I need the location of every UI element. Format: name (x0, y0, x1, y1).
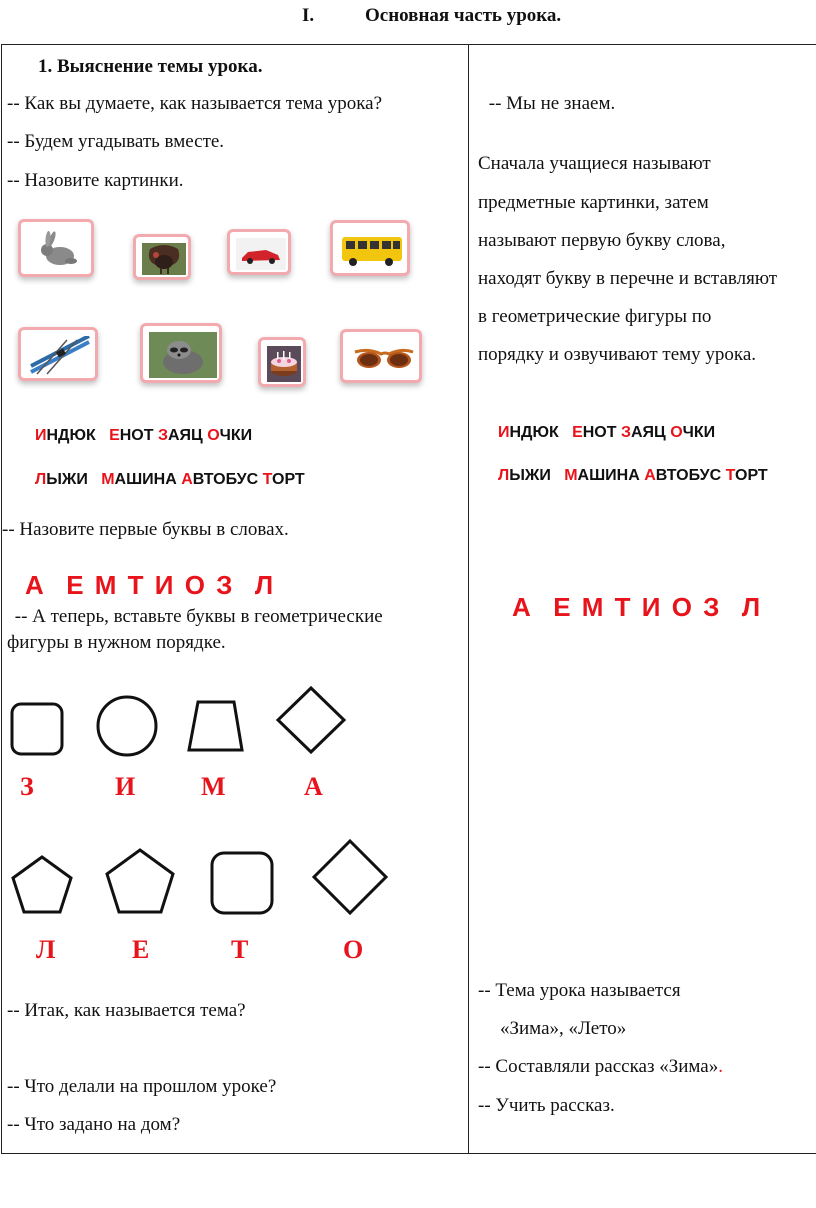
letters-set-left: А Е М Т И О З Л (25, 570, 274, 600)
rounded-square-shape (12, 704, 62, 754)
word-indyuk: ИНДЮК (498, 424, 559, 441)
subheading: 1. Выяснение темы урока. (38, 56, 263, 77)
question-line-3: -- Назовите картинки. (7, 170, 184, 191)
final-question-1: -- Итак, как называется тема? (7, 1000, 246, 1021)
bus-picture (330, 220, 410, 276)
word-tort: ТОРТ (725, 467, 768, 484)
word-avtobus: АВТОБУС (181, 471, 259, 488)
shape-letter-o: О (343, 935, 364, 964)
word-avtobus: АВТОБУС (644, 467, 722, 484)
shape-letter-a: А (304, 772, 323, 801)
insert-prompt-line-1: -- А теперь, вставьте буквы в геометрические (10, 606, 383, 627)
pentagon-shape (107, 850, 173, 912)
section-title: Основная часть урока. (365, 5, 562, 26)
word-list-row-1-right (498, 424, 715, 442)
word-list-row-2 (35, 471, 305, 489)
word-ochki: ОЧКИ (670, 424, 716, 441)
description-line-5: в геометрические фигуры по (478, 306, 712, 327)
word-indyuk: ИНДЮК (35, 427, 96, 444)
word-zayats: ЗАЯЦ (157, 427, 203, 444)
pentagon-shape (13, 857, 71, 912)
word-ochki: ОЧКИ (207, 427, 253, 444)
topic-answer-line-1: -- Тема урока называется (478, 980, 681, 1001)
trapezoid-shape (189, 702, 242, 750)
description-line-4: находят букву в перечне и вставляют (478, 268, 778, 289)
shapes-row-2 (0, 838, 400, 928)
word-lyzhi: ЛЫЖИ (498, 467, 551, 484)
letters-set-right: А Е М Т И О З Л (512, 592, 761, 622)
turkey-picture (133, 234, 191, 280)
glasses-picture (340, 329, 422, 383)
question-line-1: -- Как вы думаете, как называется тема урока? (7, 93, 383, 114)
word-enot: ЕНОТ (109, 427, 154, 444)
shape-letter-m: М (201, 772, 226, 801)
word-tort: ТОРТ (262, 471, 305, 488)
diamond-shape (314, 841, 386, 913)
word-zayats: ЗАЯЦ (620, 424, 666, 441)
homework-answer: -- Учить рассказ. (478, 1095, 615, 1116)
question-line-2: -- Будем угадывать вместе. (7, 131, 225, 152)
word-mashina: МАШИНА (101, 471, 177, 488)
word-lyzhi: ЛЫЖИ (35, 471, 88, 488)
diamond-shape (278, 688, 344, 752)
rounded-square-shape (212, 853, 272, 913)
skis-picture (18, 327, 98, 381)
word-enot: ЕНОТ (572, 424, 617, 441)
shape-letter-l: Л (36, 935, 56, 964)
final-question-2: -- Что делали на прошлом уроке? (7, 1076, 277, 1097)
word-mashina: МАШИНА (564, 467, 640, 484)
column-divider (468, 44, 469, 1154)
description-line-2: предметные картинки, затем (478, 192, 709, 213)
story-answer: -- Составляли рассказ «Зима». (478, 1056, 723, 1077)
insert-prompt-line-2: фигуры в нужном порядке. (7, 632, 226, 653)
topic-answer-line-2: «Зима», «Лето» (500, 1018, 627, 1039)
first-letters-prompt: -- Назовите первые буквы в словах. (2, 519, 289, 540)
raccoon-picture (140, 323, 222, 383)
description-line-1: Сначала учащиеся называют (478, 153, 711, 174)
description-line-3: называют первую букву слова, (478, 230, 726, 251)
final-question-3: -- Что задано на дом? (7, 1114, 181, 1135)
shape-letter-z: З (20, 772, 34, 801)
word-list-row-1 (35, 427, 252, 445)
word-list-row-2-right (498, 467, 768, 485)
circle-shape (98, 697, 156, 755)
shape-letter-i: И (115, 772, 136, 801)
rabbit-picture (18, 219, 94, 277)
car-picture (227, 229, 291, 275)
answer-dont-know: -- Мы не знаем. (484, 93, 616, 114)
shape-letter-e: Е (132, 935, 150, 964)
cake-picture (258, 337, 306, 387)
description-line-6: порядку и озвучивают тему урока. (478, 344, 757, 365)
shapes-row-1 (0, 680, 360, 760)
shape-letter-t: Т (231, 935, 249, 964)
section-number: I. (302, 5, 315, 26)
